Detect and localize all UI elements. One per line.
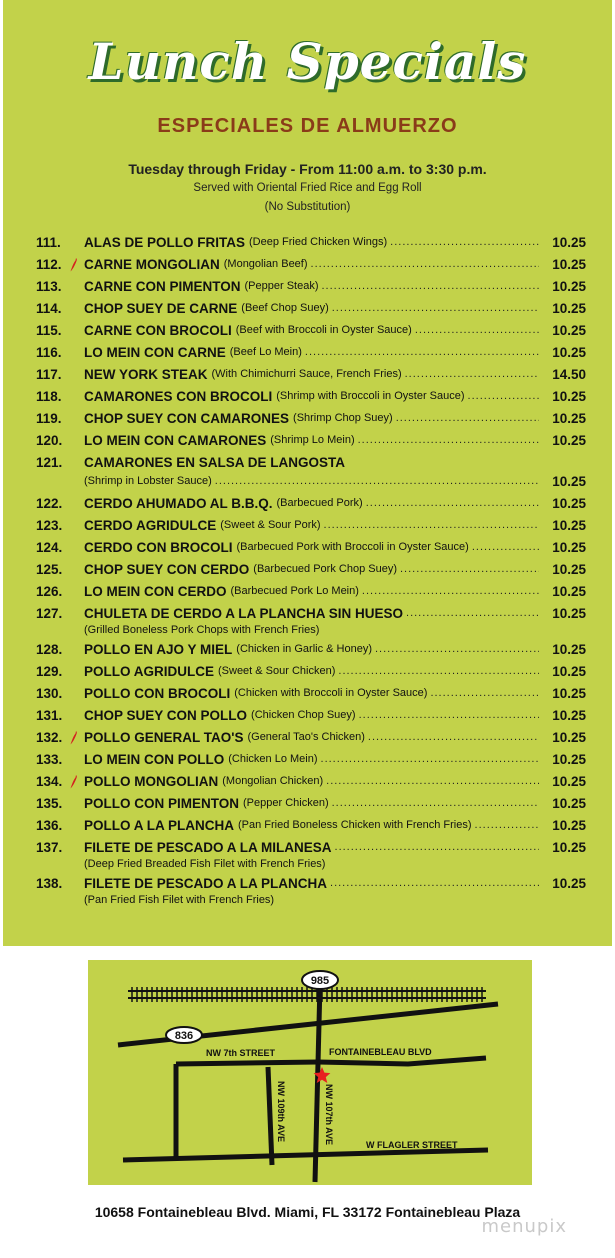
menu-item bbox=[36, 662, 586, 681]
item-number: 125. bbox=[36, 562, 63, 577]
item-name: NEW YORK STEAK bbox=[84, 367, 208, 382]
item-number: 116. bbox=[36, 345, 62, 360]
item-description: (Barbecued Pork Chop Suey) bbox=[253, 563, 397, 575]
item-number: 117. bbox=[36, 367, 62, 382]
item-number: 128. bbox=[36, 642, 63, 657]
menu-item bbox=[36, 494, 586, 513]
item-price: 10.25 bbox=[552, 818, 586, 833]
menu-item bbox=[36, 299, 586, 318]
leader-dots bbox=[475, 816, 539, 835]
leader-dots bbox=[324, 516, 539, 535]
leader-dots bbox=[311, 255, 539, 274]
item-name: POLLO AGRIDULCE bbox=[84, 664, 214, 679]
menu-item bbox=[36, 538, 586, 557]
svg-text:836: 836 bbox=[174, 1030, 194, 1042]
item-description: (Chicken Lo Mein) bbox=[228, 753, 318, 765]
item-name: LO MEIN CON CERDO bbox=[84, 584, 227, 599]
leader-dots bbox=[405, 365, 539, 384]
menu-item bbox=[36, 277, 586, 296]
item-price: 10.25 bbox=[552, 606, 586, 621]
item-name: CHOP SUEY DE CARNE bbox=[84, 301, 238, 316]
item-subdescription: (Grilled Boneless Pork Chops with French Fries) bbox=[84, 624, 320, 636]
item-name: POLLO EN AJO Y MIEL bbox=[84, 642, 233, 657]
menu-item bbox=[36, 640, 586, 659]
item-price: 10.25 bbox=[552, 474, 586, 489]
item-number: 133. bbox=[36, 752, 63, 767]
leader-dots bbox=[358, 431, 539, 450]
item-description: (With Chimichurri Sauce, French Fries) bbox=[211, 368, 402, 380]
item-number: 122. bbox=[36, 496, 63, 511]
item-number: 114. bbox=[36, 301, 62, 316]
item-name: ALAS DE POLLO FRITAS bbox=[84, 235, 245, 250]
item-number: 124. bbox=[36, 540, 63, 555]
item-name: FILETE DE PESCADO A LA PLANCHA bbox=[84, 876, 328, 891]
route-985-shield bbox=[302, 971, 338, 989]
menu-item bbox=[36, 604, 586, 637]
leader-dots bbox=[430, 684, 539, 703]
item-description: (Sweet & Sour Chicken) bbox=[218, 665, 336, 677]
item-price: 14.50 bbox=[552, 367, 586, 382]
menu-item bbox=[36, 453, 586, 491]
menu-item bbox=[36, 560, 586, 579]
menu-item bbox=[36, 684, 586, 703]
item-description: (Pan Fried Boneless Chicken with French Fries) bbox=[238, 819, 472, 831]
item-number: 121. bbox=[36, 455, 63, 470]
item-name: CHOP SUEY CON POLLO bbox=[84, 708, 248, 723]
item-name: LO MEIN CON CAMARONES bbox=[84, 433, 267, 448]
leader-dots bbox=[326, 772, 539, 791]
chili-pepper-icon bbox=[70, 731, 78, 745]
menu-item bbox=[36, 582, 586, 601]
leader-dots bbox=[415, 321, 539, 340]
item-price: 10.25 bbox=[552, 774, 586, 789]
item-name: POLLO CON PIMENTON bbox=[84, 796, 240, 811]
menu-panel bbox=[3, 0, 612, 946]
menu-item bbox=[36, 750, 586, 769]
leader-dots bbox=[305, 343, 539, 362]
menu-item bbox=[36, 706, 586, 725]
leader-dots bbox=[406, 604, 539, 623]
railroad-track bbox=[128, 987, 486, 1002]
item-description: (Barbecued Pork) bbox=[276, 497, 363, 509]
item-price: 10.25 bbox=[552, 279, 586, 294]
leader-dots bbox=[400, 560, 539, 579]
item-number: 119. bbox=[36, 411, 62, 426]
leader-dots bbox=[338, 662, 539, 681]
location-map bbox=[88, 960, 532, 1185]
item-name: LO MEIN CON CARNE bbox=[84, 345, 226, 360]
leader-dots bbox=[366, 494, 539, 513]
nw-7th-street-label: NW 7th STREET bbox=[206, 1048, 275, 1058]
item-price: 10.25 bbox=[552, 235, 586, 250]
menu-item bbox=[36, 794, 586, 813]
item-number: 111. bbox=[36, 235, 61, 250]
item-description: (Shrimp with Broccoli in Oyster Sauce) bbox=[276, 390, 465, 402]
leader-dots bbox=[335, 838, 539, 857]
served-with-note: Served with Oriental Fried Rice and Egg Roll bbox=[193, 182, 422, 194]
item-name: POLLO A LA PLANCHA bbox=[84, 818, 234, 833]
leader-dots bbox=[359, 706, 539, 725]
item-number: 131. bbox=[36, 708, 63, 723]
item-number: 115. bbox=[36, 323, 62, 338]
leader-dots bbox=[375, 640, 539, 659]
menu-item bbox=[36, 321, 586, 340]
item-number: 135. bbox=[36, 796, 63, 811]
item-name: POLLO GENERAL TAO'S bbox=[84, 730, 244, 745]
item-description: (Mongolian Beef) bbox=[223, 258, 308, 270]
item-description: (Mongolian Chicken) bbox=[222, 775, 324, 787]
item-name: LO MEIN CON POLLO bbox=[84, 752, 225, 767]
item-number: 136. bbox=[36, 818, 63, 833]
item-number: 130. bbox=[36, 686, 63, 701]
leader-dots bbox=[332, 299, 539, 318]
no-substitution-note: (No Substitution) bbox=[264, 201, 351, 213]
item-price: 10.25 bbox=[552, 389, 586, 404]
leader-dots bbox=[332, 794, 539, 813]
item-price: 10.25 bbox=[552, 433, 586, 448]
nw-7th-street-road bbox=[176, 1062, 318, 1064]
leader-dots bbox=[396, 409, 539, 428]
item-number: 138. bbox=[36, 876, 63, 891]
chili-pepper-icon bbox=[70, 775, 78, 789]
item-description: (General Tao's Chicken) bbox=[247, 731, 365, 743]
menu-list bbox=[36, 233, 586, 910]
menu-item bbox=[36, 233, 586, 252]
item-subdescription: (Pan Fried Fish Filet with French Fries) bbox=[84, 894, 275, 906]
hours-text: Tuesday through Friday - From 11:00 a.m. to 3:30 p.m. bbox=[128, 161, 487, 177]
menu-item bbox=[36, 343, 586, 362]
item-subdescription: (Shrimp in Lobster Sauce) bbox=[84, 475, 212, 487]
item-price: 10.25 bbox=[552, 840, 586, 855]
item-number: 129. bbox=[36, 664, 63, 679]
menu-item bbox=[36, 838, 586, 871]
w-flagler-street-label: W FLAGLER STREET bbox=[366, 1140, 458, 1150]
item-description: (Deep Fried Chicken Wings) bbox=[249, 236, 388, 248]
menu-item bbox=[36, 431, 586, 450]
leader-dots bbox=[468, 387, 539, 406]
menu-item bbox=[36, 516, 586, 535]
item-name: CAMARONES EN SALSA DE LANGOSTA bbox=[84, 455, 346, 470]
item-price: 10.25 bbox=[552, 664, 586, 679]
item-number: 134. bbox=[36, 772, 84, 791]
chili-pepper-icon bbox=[70, 258, 78, 272]
item-subdescription: (Deep Fried Breaded Fish Filet with French Fries) bbox=[84, 858, 326, 870]
item-description: (Pepper Steak) bbox=[244, 280, 319, 292]
item-price: 10.25 bbox=[552, 257, 586, 272]
item-price: 10.25 bbox=[552, 584, 586, 599]
item-price: 10.25 bbox=[552, 876, 586, 891]
leader-dots bbox=[321, 750, 539, 769]
item-price: 10.25 bbox=[552, 708, 586, 723]
watermark: menupix bbox=[481, 1216, 567, 1237]
item-price: 10.25 bbox=[552, 323, 586, 338]
item-description: (Shrimp Lo Mein) bbox=[270, 434, 355, 446]
item-price: 10.25 bbox=[552, 796, 586, 811]
nw-109th-ave-label: NW 109th AVE bbox=[276, 1081, 286, 1143]
leader-dots bbox=[330, 874, 539, 893]
menu-item bbox=[36, 365, 586, 384]
item-number: 137. bbox=[36, 840, 63, 855]
item-number: 118. bbox=[36, 389, 62, 404]
item-name: CHULETA DE CERDO A LA PLANCHA SIN HUESO bbox=[84, 606, 404, 621]
item-description: (Chicken in Garlic & Honey) bbox=[236, 643, 372, 655]
item-name: CERDO CON BROCOLI bbox=[84, 540, 233, 555]
page-title: Lunch Specials bbox=[88, 32, 527, 91]
item-price: 10.25 bbox=[552, 562, 586, 577]
item-price: 10.25 bbox=[552, 752, 586, 767]
item-description: (Barbecued Pork Lo Mein) bbox=[230, 585, 359, 597]
item-price: 10.25 bbox=[552, 642, 586, 657]
item-price: 10.25 bbox=[552, 411, 586, 426]
item-description: (Beef Lo Mein) bbox=[229, 346, 302, 358]
item-number: 123. bbox=[36, 518, 63, 533]
item-description: (Beef Chop Suey) bbox=[241, 302, 329, 314]
item-price: 10.25 bbox=[552, 496, 586, 511]
item-description: (Sweet & Sour Pork) bbox=[220, 519, 321, 531]
item-name: CERDO AHUMADO AL B.B.Q. bbox=[84, 496, 273, 511]
item-name: CARNE CON PIMENTON bbox=[84, 279, 241, 294]
menu-item bbox=[36, 255, 586, 274]
leader-dots bbox=[322, 277, 540, 296]
item-price: 10.25 bbox=[552, 301, 586, 316]
item-name: CARNE MONGOLIAN bbox=[84, 257, 220, 272]
route-836-shield bbox=[166, 1027, 202, 1043]
item-name: POLLO MONGOLIAN bbox=[84, 774, 219, 789]
item-price: 10.25 bbox=[552, 686, 586, 701]
item-price: 10.25 bbox=[552, 345, 586, 360]
item-number: 113. bbox=[36, 279, 62, 294]
item-name: CHOP SUEY CON CAMARONES bbox=[84, 411, 290, 426]
menu-item bbox=[36, 772, 586, 791]
item-number: 112. bbox=[36, 255, 84, 274]
item-price: 10.25 bbox=[552, 730, 586, 745]
item-description: (Shrimp Chop Suey) bbox=[293, 412, 393, 424]
item-number: 120. bbox=[36, 433, 63, 448]
fontainebleau-blvd-label: FONTAINEBLEAU BLVD bbox=[329, 1047, 432, 1057]
item-number: 127. bbox=[36, 606, 63, 621]
item-name: CARNE CON BROCOLI bbox=[84, 323, 232, 338]
item-description: (Barbecued Pork with Broccoli in Oyster Sauce) bbox=[236, 541, 469, 553]
menu-item bbox=[36, 387, 586, 406]
item-description: (Pepper Chicken) bbox=[243, 797, 329, 809]
leader-dots bbox=[362, 582, 539, 601]
item-name: POLLO CON BROCOLI bbox=[84, 686, 231, 701]
item-name: CHOP SUEY CON CERDO bbox=[84, 562, 250, 577]
item-number: 132. bbox=[36, 728, 84, 747]
svg-text:985: 985 bbox=[310, 975, 330, 987]
menu-item bbox=[36, 816, 586, 835]
item-name: FILETE DE PESCADO A LA MILANESA bbox=[84, 840, 332, 855]
menu-item bbox=[36, 874, 586, 907]
page-subtitle: ESPECIALES DE ALMUERZO bbox=[157, 115, 458, 137]
leader-dots bbox=[368, 728, 539, 747]
item-price: 10.25 bbox=[552, 540, 586, 555]
leader-dots bbox=[472, 538, 539, 557]
leader-dots bbox=[215, 472, 539, 491]
menu-item bbox=[36, 728, 586, 747]
item-description: (Chicken Chop Suey) bbox=[251, 709, 356, 721]
item-name: CAMARONES CON BROCOLI bbox=[84, 389, 273, 404]
item-number: 126. bbox=[36, 584, 63, 599]
item-name: CERDO AGRIDULCE bbox=[84, 518, 217, 533]
address: 10658 Fontainebleau Blvd. Miami, FL 33172 Fontainebleau Plaza bbox=[94, 1204, 521, 1220]
item-price: 10.25 bbox=[552, 518, 586, 533]
item-description: (Chicken with Broccoli in Oyster Sauce) bbox=[234, 687, 428, 699]
leader-dots bbox=[390, 233, 539, 252]
item-description: (Beef with Broccoli in Oyster Sauce) bbox=[235, 324, 412, 336]
nw-107th-ave-label: NW 107th AVE bbox=[324, 1084, 334, 1146]
menu-item bbox=[36, 409, 586, 428]
